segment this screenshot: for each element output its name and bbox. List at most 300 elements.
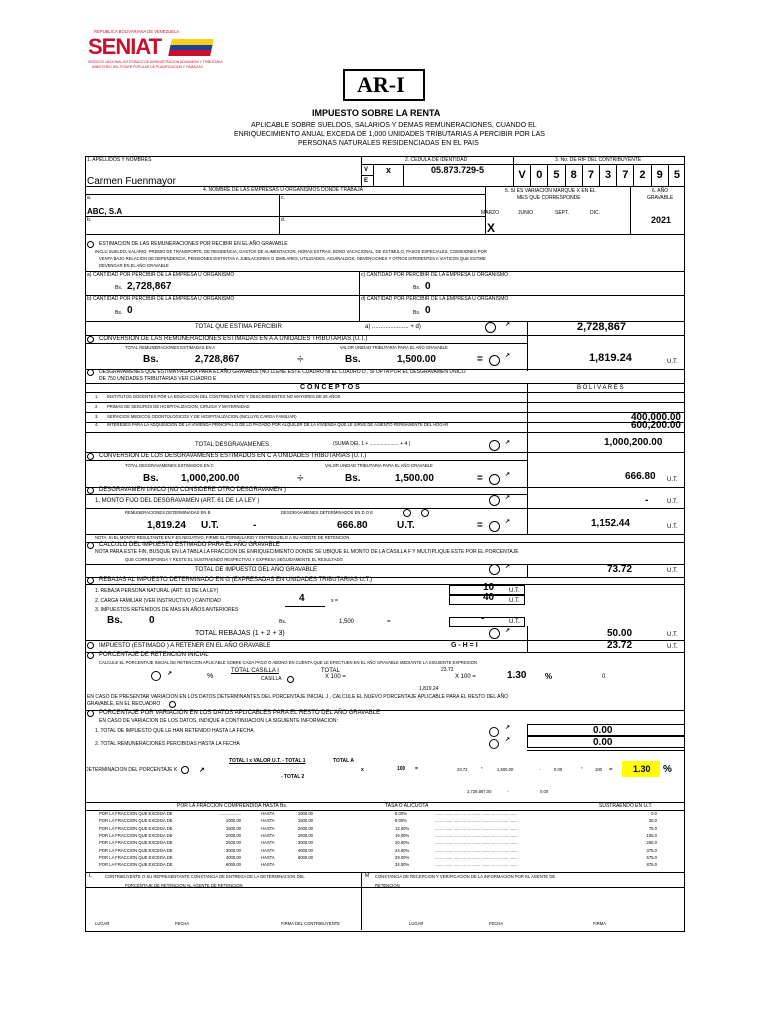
names-label: 1. APELLIDOS Y NOMBRES [87, 157, 152, 163]
tax-row-rate: 9.00% [395, 818, 407, 824]
section-k-pct: % [663, 764, 672, 775]
amount-c-bs: Bs. [413, 285, 421, 291]
desgravamen-value[interactable]: 600,200.00 [630, 420, 681, 431]
section-g-marker [87, 542, 94, 549]
total-i-value[interactable]: 23.72 [607, 640, 633, 651]
section-k-op1: * [481, 766, 483, 771]
rif-digit[interactable]: 3 [599, 164, 616, 186]
section-j-title: PORCENTAJE DE RETENCION INICIAL [99, 652, 209, 658]
tax-row-label: POR LA FRACCION QUE EXCEDA DE [99, 854, 173, 860]
section-a-note2: VENTA BAJO RELACION DE DEPENDENCIA, PENSIONES DISTINTAS A JUBILACIONES O SIMILARES, UTILIDADES, AGUINALDOS, OBVENCIONES Y OTROS DIFERENTES A VIATICOS QUE ESTIME [99, 256, 486, 261]
rebaja-1-ut: U.T. [509, 588, 520, 594]
total-h-value[interactable]: 50.00 [607, 628, 633, 639]
form-title: IMPUESTO SOBRE LA RENTA [312, 108, 441, 118]
desgravamen-value[interactable]: 400,000.00 [630, 412, 681, 423]
amount-a-label: a) CANTIDAD POR PERCIBIR DE LA EMPRESA U ORGANISMO [87, 272, 235, 278]
rebaja-1-label: 1. REBAJA PERSONA NATURAL (ART. 63 DE LA LEY) [95, 588, 219, 594]
amount-a-value[interactable]: 2,728,867 [127, 281, 172, 292]
month-marzo[interactable]: MARZO [481, 210, 500, 216]
arrow-icon: ↗ [505, 564, 511, 570]
rebaja-3-ut: U.T. [509, 619, 520, 625]
section-k-c1: 23.72 [457, 767, 468, 772]
rebaja-2-x: x = [331, 598, 338, 604]
rif-digit[interactable]: 5 [547, 164, 564, 186]
section-a-title: ESTIMACION DE LAS REMUNERACIONES POR RECIBIR EN EL AÑO GRAVABLE [99, 241, 288, 247]
tax-row-from: ................... [218, 811, 241, 816]
tax-row-to: 2000.00 [297, 825, 313, 831]
arrow-icon: ↗ [505, 440, 511, 446]
total-c-formula: (SUMA DEL 1 + ..................... + 4 ) [333, 441, 411, 447]
total-b-ut: U.T. [667, 359, 678, 365]
rebaja-3-eq: = [387, 619, 391, 625]
tax-row-dots: ....... ....... ....... ....... ....... ....... ....... ....... ....... [435, 811, 518, 816]
total-e-value[interactable]: - [645, 495, 649, 506]
section-j-n2: 1,819.24 [419, 686, 439, 692]
section-i-marker [87, 642, 94, 649]
section-k-circle [181, 766, 189, 774]
box-a-marker [485, 322, 496, 333]
tax-row-hasta: HASTA [261, 825, 275, 831]
desgravamen-label: PRIMAS DE SEGUROS DE HOSPITALIZACION, CIRUGIA Y MATERNIDAD [107, 404, 250, 409]
section-k-det: DETERMINACION DEL PORCENTAJE K [85, 767, 178, 773]
empresa-b-label: b. [87, 217, 92, 223]
section-k-op3: * [581, 766, 583, 771]
section-j-var2: GRAVABLE, EN EL RECUADRO [87, 701, 161, 707]
section-j-var1: EN CASO DE PRESENTAR VARIACION EN LOS DATOS DETERMINANTES DEL PORCENTAJE INICIAL J , CALCULE EL NUEVO PORCENTAJE APLICABLE PARA EL RESTO DEL AÑO [87, 694, 508, 700]
section-j-x100: X 100 = [325, 674, 346, 680]
footer-l-letter: L [89, 873, 92, 879]
tax-row-to: 4000.00 [297, 847, 313, 853]
section-d-label2: VALOR UNIDAD TRIBUTARIA PARA EL AÑO GRAVABLE [325, 463, 433, 468]
arrow-icon: ↗ [505, 628, 511, 634]
tax-row-rate: 34.00% [395, 862, 410, 868]
rebaja-2-ut: U.T. [509, 598, 520, 604]
footer-fecha: FECHA [175, 921, 190, 926]
names-value[interactable]: Carmen Fuenmayor [87, 176, 176, 187]
tax-row-sustraendo: 30.0 [648, 818, 657, 824]
section-j-x100b: X 100 = [455, 674, 476, 680]
conceptos-header: C O N C E P T O S [300, 384, 360, 391]
tax-row-to: 6000.00 [297, 854, 313, 860]
footer-firma-contribuyente: FIRMA DEL CONTRIBUYENTE [281, 921, 340, 926]
rebaja-3-label: 3. IMPUESTOS RETENIDOS DE MAS EN AÑOS ANTERIORES [95, 607, 239, 613]
cedula-mark[interactable]: x [386, 165, 392, 175]
footer-m-text1: CONSTANCIA DE RECEPCION Y VERIFICACION DE LA INFORMACION POR EL AGENTE DE [375, 874, 556, 879]
section-f-eq: = [477, 520, 483, 531]
desgravamen-label: INSTITUTOS DOCENTES POR LA EDUCACION DEL CONTRIBUYENTE Y DESCENDIENTES NO MAYORES DE 25 AÑOS [107, 394, 341, 399]
tax-row-hasta: HASTA [261, 818, 275, 824]
total-b-value[interactable]: 1,819.24 [589, 352, 632, 364]
amount-b-bs: Bs. [115, 310, 123, 316]
section-f-value2[interactable]: 666.80 [337, 520, 368, 531]
tax-row-from: 2000.00 [225, 832, 241, 838]
total-a-label: TOTAL QUE ESTIMA PERCIBIR [195, 324, 282, 330]
tax-row-sustraendo: 155.0 [646, 832, 657, 838]
rebaja-3-bs: Bs. [107, 615, 123, 626]
empresa-a-label: a. [87, 195, 92, 201]
desgravamen-number: 4. [95, 422, 99, 427]
month-sept[interactable]: SEPT. [555, 210, 569, 216]
form-subtitle-2: ENRIQUECIMIENTO ANUAL EXCEDA DE 1,000 UNIDADES TRIBUTARIAS A PERCIBIR POR LAS [234, 131, 545, 138]
form-subtitle-1: APLICABLE SOBRE SUELDOS, SALARIOS Y DEMAS REMUNERACIONES, CUANDO EL [251, 122, 537, 129]
tax-row-sustraendo: 255.0 [646, 840, 657, 846]
tax-row-sustraendo: 575.0 [646, 854, 657, 860]
section-j-numerator: TOTAL CASILLA I [231, 668, 279, 674]
table-header-2: TASA O ALICUOTA [385, 803, 429, 809]
amount-d-label: d) CANTIDAD POR PERCIBIR DE LA EMPRESA U ORGANISMO [361, 296, 509, 302]
cedula-v: V [364, 167, 369, 173]
total-g-ut: U.T. [667, 568, 678, 574]
amount-b-value[interactable]: 0 [127, 305, 133, 316]
total-a-formula: a) ...................... + d) [365, 324, 421, 330]
arrow-icon: ↗ [167, 671, 173, 677]
tax-row-label: POR LA FRACCION QUE EXCEDA DE [99, 862, 173, 868]
section-f-e-circle [421, 509, 429, 517]
amount-d-value[interactable]: 0 [425, 305, 431, 316]
total-g-label: TOTAL DE IMPUESTO DEL AÑO GRAVABLE [195, 567, 318, 573]
empresas-label: 4. NOMBRE DE LAS EMPRESAS U ORGANISMOS DONDE TRABAJA [203, 187, 363, 193]
table-header-1: POR LA FRACCION COMPRENDIDA HASTA Bs. [177, 803, 288, 809]
anio-label-1: 6. AÑO [652, 188, 669, 194]
section-d-eq: = [477, 473, 483, 484]
tax-row-from: 3000.00 [225, 847, 241, 853]
seniat-logo [86, 29, 223, 76]
tax-row-hasta: HASTA [261, 847, 275, 853]
section-k-result[interactable]: 1.30 [633, 764, 651, 774]
rebaja-2-label: 2. CARGA FAMILIAR (VER INSTRUCTIVO ) CANTIDAD [95, 598, 221, 604]
section-e-marker [87, 487, 94, 494]
total-h-label: TOTAL REBAJAS (1 + 2 + 3) [195, 630, 285, 637]
section-h-marker [87, 577, 94, 584]
total-c-label: TOTAL DESGRAVAMENES [195, 442, 270, 448]
section-a-marker [87, 241, 94, 248]
cedula-value[interactable]: 05.873.729-5 [431, 165, 485, 175]
section-j-marker [87, 652, 94, 659]
footer-fecha2: FECHA [489, 921, 504, 926]
section-f-d-circle [403, 509, 411, 517]
amount-b-label: b) CANTIDAD POR PERCIBIR DE LA EMPRESA U ORGANISMO [87, 296, 235, 302]
box-g-marker [489, 564, 500, 575]
section-k-c3: 0.00 [554, 767, 563, 772]
section-k-op5: - [507, 789, 509, 794]
impuesto-label: IMPUESTO (ESTIMADO ) A RETENER EN EL AÑO GRAVABLE [99, 643, 271, 649]
rebaja-1-value[interactable]: 10 [483, 582, 495, 593]
tax-row-hasta: HASTA [261, 832, 275, 838]
section-f-label2: DESGRAVAMENES DETERMINADOS EN D O E [281, 510, 373, 515]
section-k-v1[interactable]: 0.00 [593, 725, 613, 736]
total-h-ut: U.T. [667, 632, 678, 638]
tax-row-sustraendo: 875.0 [646, 862, 657, 868]
footer-m-letter: M [365, 873, 370, 879]
section-k-sub: EN CASO DE VARIACION DE LOS DATOS, INDIQUE A CONTINUACION LA SIGUIENTE INFORMACION: [99, 718, 338, 724]
tax-row-to: 1000.00 [297, 811, 313, 816]
logo-word: SENIAT [88, 34, 162, 59]
total-f-value[interactable]: 1,152.44 [591, 518, 630, 529]
section-b-eq: = [477, 354, 483, 365]
tax-row-to: 3000.00 [297, 840, 313, 846]
rif-digits[interactable] [513, 164, 685, 186]
section-f-nota: NOTA: SI EL MONTO RESULTANTE EN F ES NEGATIVO, FIRME EL FORMULARIO Y ENTREGUELO A SU AGENTE DE RETENCION [95, 535, 350, 540]
arrow-icon: ↗ [505, 519, 511, 525]
section-j-k-circle [169, 701, 176, 708]
section-c-title2: DE 750 UNIDADES TRIBUTARIAS VER CUADRO E [99, 376, 217, 382]
arrow-icon: ↗ [505, 495, 511, 501]
section-b-value1[interactable]: 2,728,867 [195, 354, 240, 365]
tax-row-rate: 12.00% [395, 825, 410, 831]
total-e-ut: U.T. [667, 499, 678, 505]
variacion-label-1: 5. SI ES VARIACION MARQUE X EN EL [505, 188, 596, 194]
section-d-bs2: Bs. [345, 473, 361, 484]
tax-row-to: 2500.00 [297, 832, 313, 838]
section-j-b-circle [287, 676, 294, 683]
logo-sub1: SERVICIO NACIONAL INTEGRADO DE ADMINISTRACION ADUANERA Y TRIBUTARIA [88, 60, 223, 64]
section-g-note2: QUE CORRESPONDA Y RESTE EL SUSTRAENDO RESPECTIVO Y EXPRESA SEGUIDAMENTE EL RESULTADO [125, 557, 343, 562]
tax-row-sustraendo: 0.0 [651, 811, 657, 816]
desgravamen-number: 1. [95, 394, 99, 399]
section-d-value2[interactable]: 1,500.00 [395, 473, 434, 484]
bolivares-header: B O L I V A R E S [577, 385, 624, 391]
section-k-f3: - TOTAL 2 [281, 774, 305, 780]
box-e-marker [489, 495, 500, 506]
total-d-ut: U.T. [667, 477, 678, 483]
tax-row-from: 2500.00 [225, 840, 241, 846]
footer-firma: FIRMA [593, 921, 607, 926]
section-j-n1: 23.72 [441, 667, 454, 673]
box-j-marker [151, 671, 161, 681]
anio-label-2: GRAVABLE [647, 195, 674, 201]
tax-row-label: POR LA FRACCION QUE EXCEDA DE [99, 818, 173, 824]
tax-row-hasta: HASTA [261, 862, 275, 868]
section-j-pct: % [207, 673, 214, 680]
rif-digit[interactable]: 0 [530, 164, 547, 186]
footer-m-text2: RETENCION [375, 883, 400, 888]
empresa-a-value[interactable]: ABC, S.A [87, 207, 123, 216]
section-k-c5: 2,728,867.00 [467, 789, 492, 794]
section-j-denominator: CASILLA [261, 676, 282, 682]
amount-a-bs: Bs. [115, 285, 123, 291]
total-i-ut: U.T. [667, 644, 678, 650]
footer-lugar2: LUGAR [409, 921, 424, 926]
tax-row-dots: ....... ....... ....... ....... ....... ....... ....... ....... ....... [435, 818, 518, 824]
form-code: AR-I [357, 72, 405, 97]
section-e-label1: 1. MONTO FIJO DEL DESGRAVAMEN (ART. 61 DE LA LEY ) [95, 498, 260, 504]
tax-row-dots: ....... ....... ....... ....... ....... ....... ....... ....... ....... [435, 832, 518, 838]
signature-border [85, 872, 685, 932]
section-f-value1[interactable]: 1,819.24 [147, 520, 186, 531]
form-subtitle-3: PERSONAS NATURALES RESIDENCIADAS EN EL PAIS [298, 140, 479, 147]
rif-digit[interactable]: 9 [651, 164, 668, 186]
section-d-title: CONVERSION DE LOS DESGRAVAMENES ESTIMADOS EN C A UNIDADES TRIBUTARIAS (U.T.) [99, 453, 367, 459]
section-k-l1: 1. TOTAL DE IMPUESTO QUE LE HAN RETENIDO HASTA LA FECHA [95, 728, 254, 734]
month-dic[interactable]: DIC. [590, 210, 600, 216]
rif-digit[interactable]: 5 [668, 164, 685, 186]
section-f-label1: REMUNERACIONES DETERMINADAS EN B [125, 510, 211, 515]
section-h-title: REBAJAS AL IMPUESTO DETERMINADO EN G (EXPRESADAS EN UNIDADES TRIBUTARIAS U.T.) [99, 577, 373, 583]
tax-row-to: 1500.00 [297, 818, 313, 824]
section-j-zero: 0 [602, 674, 606, 680]
section-b-title: CONVERSION DE LAS REMUNERACIONES ESTIMADAS EN A A UNIDADES TRIBUTARIAS (U.T.) [99, 336, 368, 342]
arrow-icon: ↗ [505, 725, 511, 731]
section-k-f2: TOTAL A [333, 758, 354, 764]
section-k-title: PORCENTAJE POR VARIACION EN LOS DATOS APLICABLES PARA EL RESTO DEL AÑO GRAVABLE [99, 710, 381, 716]
logo-sub2: MINISTERIO DEL PODER POPULAR DE PLANIFICACION Y FINANZAS [92, 65, 203, 69]
section-k-c4: 100 [595, 767, 602, 772]
tax-row-from: 1500.00 [225, 825, 241, 831]
section-k-c2: 1,500.00 [497, 767, 514, 772]
section-g-note1: NOTA PARA ESTE FIN, BUSQUE EN LA TABLA LA FRACCION DE ENRIQUECIMIENTO DONDE SE UBIQUE EL MONTO DE LA CASILLA F Y MULTIPLIQUE ESTE POR EL PORCENTAJE [95, 549, 519, 555]
rebaja-3-bs-small: Bs. [279, 619, 287, 625]
amount-c-label: c) CANTIDAD POR PERCIBIR DE LA EMPRESA U ORGANISMO [361, 272, 508, 278]
tax-row-sustraendo: 375.0 [646, 847, 657, 853]
amount-c-value[interactable]: 0 [425, 281, 431, 292]
section-d-bs1: Bs. [143, 473, 159, 484]
section-d-marker [87, 453, 94, 460]
section-a-note1: INCLU SUELDO, SALARIO, PREMIO DE TRANSPORTE, DE RESIDENCIA, GASTOS DE ALIMENTACION, HORAS EXTRAS, BONO VACACIONAL, DE ESTIMULO, PASOS ESPECIALES, COMISIONES POR [95, 249, 487, 254]
rebaja-2-cantidad[interactable]: 4 [299, 593, 305, 604]
tax-row-rate: 29.00% [395, 854, 410, 860]
tax-row-dots: ....... ....... ....... ....... ....... ....... ....... ....... ....... [435, 847, 518, 853]
section-c-marker [87, 369, 94, 376]
rebaja-3-amount[interactable]: 0 [149, 615, 155, 626]
section-f-ut2: U.T. [397, 520, 415, 531]
section-k-l2: 2. TOTAL REMUNERACIONES PERCIBIDAS HASTA LA FECHA [95, 741, 240, 747]
section-d-label1: TOTAL DESGRAVAMENES ESTIMADOS EN C [125, 463, 214, 468]
tax-row-rate: 6.00% [395, 811, 407, 816]
cedula-e: E [364, 178, 369, 184]
tax-row-dots: ....... ....... ....... ....... ....... ....... ....... ....... ....... [435, 840, 518, 846]
arrow-icon: ↗ [505, 353, 511, 359]
desgravamen-number: 3. [95, 414, 99, 419]
section-k-c6: 0.00 [540, 789, 549, 794]
month-mark[interactable]: X [487, 221, 496, 235]
section-j-pct2: % [545, 672, 553, 681]
box-d-marker [489, 474, 500, 485]
section-c-title: DESGRAVAMENES QUE ESTIMA PAGARA PARA EL AÑO GRAVABLE (NO LLENE ESTE CUADRO NI EL CUADRO D , SI OPTA POR EL DESGRAVAMEN UNICO [99, 369, 466, 375]
section-k-1-marker [489, 727, 499, 737]
section-b-marker [87, 336, 94, 343]
anio-value[interactable]: 2021 [651, 215, 672, 225]
ari-form [85, 156, 685, 888]
tax-row-sustraendo: 75.0 [648, 825, 657, 831]
rif-digit[interactable]: 8 [565, 164, 582, 186]
total-c-value[interactable]: 1,000,200.00 [604, 437, 663, 448]
desgravamen-number: 2. [95, 404, 99, 409]
desgravamen-divider [85, 402, 685, 403]
section-e-title: DESGRAVAMEN UNICO (NO CONSIDERE OTRO DESGRAVAMEN ) [99, 487, 286, 493]
empresa-c-label: c. [281, 195, 285, 201]
box-b-marker [489, 355, 500, 366]
total-g-value[interactable]: 73.72 [607, 564, 633, 575]
tax-row-rate: 24.00% [395, 847, 410, 853]
desgravamen-label: INTERESES PARA LA ADQUISICION DE LA VIVIENDA PRINCIPAL O DE LO PAGADO POR ALQUILER DE LA VIVIENDA QUE LE SIRVE DE ASIENTO PERMANENTE DEL HOGAR [107, 422, 449, 427]
desgravamen-label: SERVICIOS MEDICOS ODONTOLOGICOS Y DE HOSPITALIZACION (INCLUYE CARGA FAMILIAR) [107, 414, 297, 419]
tax-row-dots: ....... ....... ....... ....... ....... ....... ....... ....... ....... [435, 862, 518, 868]
section-k-f1: TOTAL I x VALOR U.T. - TOTAL 1 [229, 758, 306, 764]
section-b-bs1: Bs. [143, 354, 159, 365]
tax-row-hasta: HASTA [261, 840, 275, 846]
tax-row-label: POR LA FRACCION QUE EXCEDA DE [99, 847, 173, 853]
tax-row-rate: 20.00% [395, 840, 410, 846]
variacion-label-2: MES QUE CORRESPONDE [517, 195, 581, 201]
section-k-100: 100 [397, 766, 406, 772]
tax-row-label: POR LA FRACCION QUE EXCEDA DE [99, 811, 173, 816]
section-f-minus: - [253, 520, 257, 531]
tax-row-hasta: HASTA [261, 811, 275, 816]
section-k-v2[interactable]: 0.00 [593, 737, 613, 748]
cedula-label: 2. CEDULA DE IDENTIDAD [405, 157, 468, 163]
table-header-3: SUSTRAENDO EN U.T. [599, 803, 653, 809]
tax-row-dots: ....... ....... ....... ....... ....... ....... ....... ....... ....... [435, 854, 518, 860]
rebaja-3-divisor: 1,500 [339, 619, 355, 625]
footer-l-text2: PORCENTAJE DE RETENCION AL AGENTE DE RETENCION [125, 883, 243, 888]
section-d-value1[interactable]: 1,000,200.00 [181, 473, 240, 484]
arrow-icon: ↗ [505, 322, 511, 328]
tax-row-dots: ....... ....... ....... ....... ....... ....... ....... ....... ....... [435, 825, 518, 831]
section-k-eq: = [415, 766, 418, 772]
amount-d-bs: Bs. [413, 310, 421, 316]
tax-row-label: POR LA FRACCION QUE EXCEDA DE [99, 825, 173, 831]
arrow-icon: ↗ [505, 472, 511, 478]
rif-digit[interactable]: V [513, 164, 530, 186]
section-k-op4: = [609, 767, 613, 773]
rif-digit[interactable]: 7 [616, 164, 633, 186]
total-d-value[interactable]: 666.80 [625, 471, 656, 482]
rif-digit[interactable]: 7 [582, 164, 599, 186]
tax-row-label: POR LA FRACCION QUE EXCEDA DE [99, 832, 173, 838]
section-b-label2: VALOR UNIDAD TRIBUTARIA PARA EL AÑO GRAVABLE [340, 345, 448, 350]
impuesto-formula: G - H = I [451, 642, 478, 649]
tax-row-from: 6000.00 [225, 862, 241, 868]
month-junio[interactable]: JUNIO [518, 210, 533, 216]
footer-lugar: LUGAR [95, 921, 110, 926]
total-f-ut: U.T. [667, 524, 678, 530]
box-h-marker [489, 628, 500, 639]
rebaja-3-value[interactable]: - [481, 613, 485, 624]
box-f-marker [489, 521, 500, 532]
section-b-label1: TOTAL REMUNERACIONES ESTIMADAS EN A [125, 345, 216, 350]
section-j-total: TOTAL [321, 668, 340, 674]
arrow-icon: ↗ [199, 767, 205, 774]
section-g-title: CALCULO DEL IMPUESTO ESTIMADO PARA EL AÑO GRAVABLE [99, 542, 280, 548]
section-j-result[interactable]: 1.30 [507, 670, 527, 681]
empresa-d-label: d. [281, 217, 286, 223]
section-b-bs2: Bs. [345, 354, 361, 365]
logo-top-text: REPUBLICA BOLIVARIANA DE VENEZUELA [94, 29, 180, 34]
tax-row-rate: 16.00% [395, 832, 410, 838]
section-b-div: ÷ [297, 352, 304, 366]
section-k-2-marker [489, 739, 499, 749]
section-f-ut1: U.T. [201, 520, 219, 531]
section-j-desc: CALCULE EL PORCENTAJE INICIAL DE RETENCION APLICABLE SOBRE CADA PAGO O ABONO EN CUENTA QUE LE EFECTUEN EN EL AÑO GRAVABLE MEDIANTE LA SIGUIENTE EXPRESION [99, 660, 477, 665]
tax-row-from: 1000.00 [225, 818, 241, 824]
section-a-note3: DEVENGAR EN EL AÑO GRAVABLE [99, 263, 169, 268]
arrow-icon: ↗ [505, 737, 511, 743]
rebaja-2-value[interactable]: 40 [483, 592, 495, 603]
section-d-div: ÷ [297, 471, 304, 485]
tax-row-from: 4000.00 [225, 854, 241, 860]
flag-icon [168, 39, 214, 56]
section-b-value2[interactable]: 1,500.00 [397, 354, 436, 365]
tax-row-label: POR LA FRACCION QUE EXCEDA DE [99, 840, 173, 846]
section-k-marker [87, 710, 94, 717]
section-k-op2: - [539, 767, 541, 772]
footer-l-text1: CONTRIBUYENTE O SU REPRESENTANTE CONSTANCIA DE ENTREGA DE LA DETERMINACION DEL [105, 874, 305, 879]
box-c-marker [489, 440, 500, 451]
total-a-value[interactable]: 2,728,867 [577, 321, 626, 333]
rif-digit[interactable]: 2 [633, 164, 650, 186]
rif-label: 3. No. DE RIF DEL CONTRIBUYENTE [555, 157, 642, 163]
section-k-x: x [361, 767, 364, 773]
